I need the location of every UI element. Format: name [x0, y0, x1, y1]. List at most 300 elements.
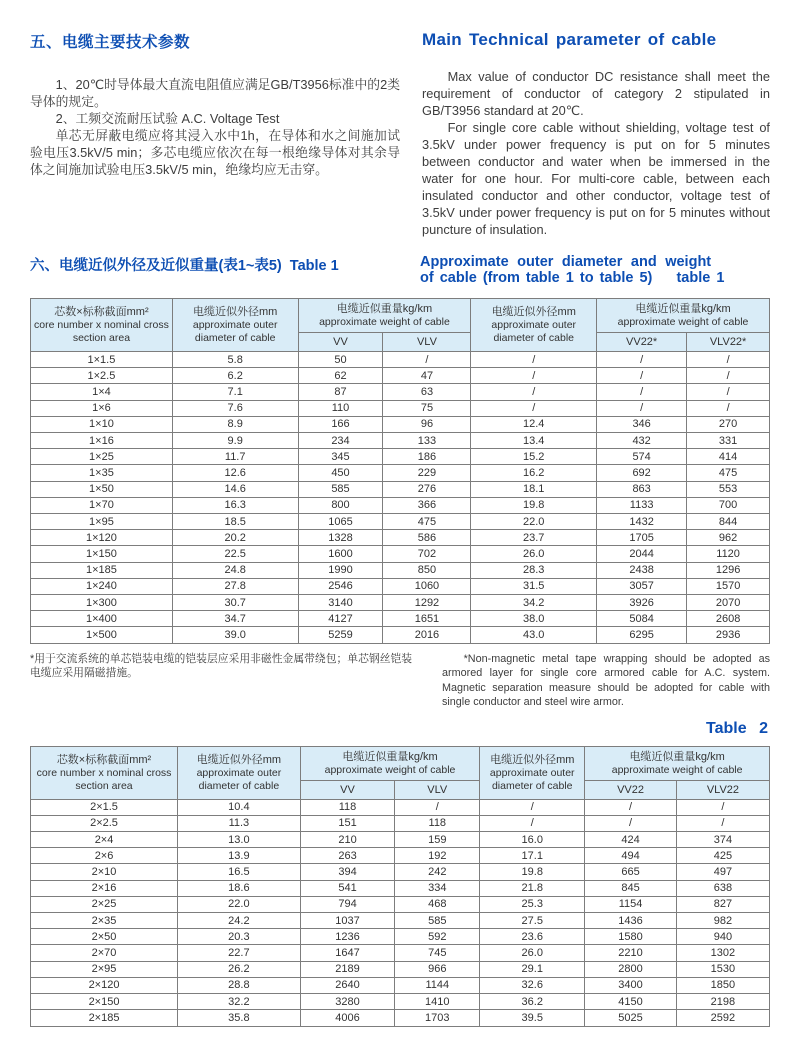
- header-od2-zh: 电缆近似外径mm: [491, 306, 576, 318]
- header-core-section: [31, 746, 178, 799]
- value-cell: 702: [383, 546, 471, 562]
- footnote-en: *Non-magnetic metal tape wrapping should be adopted as armored layer for single core armored cable for A.C. system. Magnetic separation measure should be adopted for cable with single conductor and steel wire armor.: [442, 652, 770, 709]
- value-cell: 39.0: [172, 627, 298, 643]
- table-row: [31, 929, 770, 945]
- value-cell: 28.8: [178, 977, 301, 993]
- value-cell: 553: [687, 481, 770, 497]
- value-cell: 18.5: [172, 514, 298, 530]
- table-row: [31, 864, 770, 880]
- value-cell: 21.8: [480, 880, 585, 896]
- value-cell: 1705: [597, 530, 687, 546]
- header-vv: VV: [298, 333, 383, 352]
- table-row: [31, 994, 770, 1010]
- header-core-en: core number x nominal cross section area: [36, 766, 172, 792]
- value-cell: 38.0: [471, 611, 597, 627]
- header-outer-diameter-1: [172, 299, 298, 352]
- value-cell: 3926: [597, 595, 687, 611]
- value-cell: 5.8: [172, 352, 298, 368]
- intro-zh-paragraph-3: 单芯无屏蔽电缆应将其浸入水中1h，在导体和水之间施加试验电压3.5kV/5 min；多芯电缆应依次在每一根绝缘导体对其余导体之间施加试验电压3.5kV/5 min，绝缘均应无击穿。: [30, 128, 400, 177]
- value-cell: 586: [383, 530, 471, 546]
- value-cell: 23.7: [471, 530, 597, 546]
- value-cell: 2592: [676, 1010, 769, 1026]
- table-row: [31, 961, 770, 977]
- table-row: [31, 433, 770, 449]
- value-cell: 15.2: [471, 449, 597, 465]
- value-cell: 87: [298, 384, 383, 400]
- header-od1-en: approximate outer diameter of cable: [196, 766, 282, 792]
- value-cell: 1133: [597, 497, 687, 513]
- value-cell: 34.7: [172, 611, 298, 627]
- value-cell: 23.6: [480, 929, 585, 945]
- value-cell: 2070: [687, 595, 770, 611]
- value-cell: 29.1: [480, 961, 585, 977]
- value-cell: 982: [676, 913, 769, 929]
- header-vlv: VLV: [383, 333, 471, 352]
- value-cell: 2800: [585, 961, 677, 977]
- value-cell: /: [480, 799, 585, 815]
- value-cell: 1328: [298, 530, 383, 546]
- table-row: [31, 578, 770, 594]
- header-vv22: VV22*: [597, 333, 687, 352]
- value-cell: 22.0: [178, 896, 301, 912]
- value-cell: 32.6: [480, 977, 585, 993]
- value-cell: 63: [383, 384, 471, 400]
- value-cell: 2189: [300, 961, 395, 977]
- header-weight-group-1: [298, 299, 471, 333]
- spec-cell: 2×4: [31, 832, 178, 848]
- value-cell: 7.6: [172, 400, 298, 416]
- value-cell: 374: [676, 832, 769, 848]
- value-cell: 13.4: [471, 433, 597, 449]
- value-cell: /: [480, 815, 585, 831]
- value-cell: 270: [687, 416, 770, 432]
- table-row: [31, 352, 770, 368]
- value-cell: /: [676, 799, 769, 815]
- value-cell: 844: [687, 514, 770, 530]
- value-cell: 4127: [298, 611, 383, 627]
- table-row: [31, 832, 770, 848]
- value-cell: 1703: [395, 1010, 480, 1026]
- value-cell: 192: [395, 848, 480, 864]
- value-cell: 494: [585, 848, 677, 864]
- spec-cell: 2×120: [31, 977, 178, 993]
- intro-en-column: [422, 30, 770, 238]
- spec-cell: 2×16: [31, 880, 178, 896]
- header-vlv22: VLV22: [676, 780, 769, 799]
- section2-title-en: [420, 254, 770, 286]
- value-cell: 1144: [395, 977, 480, 993]
- value-cell: 414: [687, 449, 770, 465]
- value-cell: 5259: [298, 627, 383, 643]
- table-row: [31, 562, 770, 578]
- value-cell: 638: [676, 880, 769, 896]
- value-cell: 229: [383, 465, 471, 481]
- value-cell: /: [383, 352, 471, 368]
- value-cell: 827: [676, 896, 769, 912]
- value-cell: 22.5: [172, 546, 298, 562]
- footnotes: [30, 652, 770, 710]
- section2-title-zh: 六、电缆近似外径及近似重量(表1~表5) Table 1: [30, 258, 339, 274]
- spec-cell: 1×500: [31, 627, 173, 643]
- value-cell: 2016: [383, 627, 471, 643]
- value-cell: 9.9: [172, 433, 298, 449]
- header-outer-diameter-2: [480, 746, 585, 799]
- value-cell: 1600: [298, 546, 383, 562]
- value-cell: 43.0: [471, 627, 597, 643]
- value-cell: 1236: [300, 929, 395, 945]
- value-cell: /: [687, 368, 770, 384]
- value-cell: 18.1: [471, 481, 597, 497]
- value-cell: 794: [300, 896, 395, 912]
- value-cell: 3057: [597, 578, 687, 594]
- value-cell: 4006: [300, 1010, 395, 1026]
- header-weight2-en: approximate weight of cable: [611, 763, 743, 776]
- value-cell: 186: [383, 449, 471, 465]
- spec-cell: 1×50: [31, 481, 173, 497]
- value-cell: 574: [597, 449, 687, 465]
- value-cell: 18.6: [178, 880, 301, 896]
- value-cell: 585: [395, 913, 480, 929]
- value-cell: 276: [383, 481, 471, 497]
- table-1: [30, 298, 770, 644]
- value-cell: 2608: [687, 611, 770, 627]
- value-cell: 22.0: [471, 514, 597, 530]
- header-od2-zh: 电缆近似外径mm: [490, 753, 575, 766]
- value-cell: 24.8: [172, 562, 298, 578]
- spec-cell: 1×185: [31, 562, 173, 578]
- value-cell: 424: [585, 832, 677, 848]
- value-cell: 1436: [585, 913, 677, 929]
- header-od1-en: approximate outer diameter of cable: [192, 319, 278, 344]
- value-cell: 1990: [298, 562, 383, 578]
- header-od2-en: approximate outer diameter of cable: [489, 766, 575, 792]
- header-weight2-en: approximate weight of cable: [617, 316, 749, 328]
- value-cell: 940: [676, 929, 769, 945]
- table-row: [31, 465, 770, 481]
- header-weight-group-2: [585, 746, 770, 780]
- value-cell: 2640: [300, 977, 395, 993]
- value-cell: 151: [300, 815, 395, 831]
- header-weight1-en: approximate weight of cable: [324, 763, 456, 776]
- spec-cell: 2×35: [31, 913, 178, 929]
- value-cell: /: [471, 400, 597, 416]
- table-1-header: [31, 299, 770, 352]
- header-weight1-en: approximate weight of cable: [319, 316, 450, 328]
- value-cell: /: [471, 384, 597, 400]
- value-cell: 346: [597, 416, 687, 432]
- spec-cell: 2×50: [31, 929, 178, 945]
- table-row: [31, 416, 770, 432]
- value-cell: 366: [383, 497, 471, 513]
- spec-cell: 2×10: [31, 864, 178, 880]
- value-cell: 850: [383, 562, 471, 578]
- value-cell: 30.7: [172, 595, 298, 611]
- value-cell: 16.0: [480, 832, 585, 848]
- header-vlv: VLV: [395, 780, 480, 799]
- value-cell: 11.7: [172, 449, 298, 465]
- value-cell: 665: [585, 864, 677, 880]
- value-cell: 210: [300, 832, 395, 848]
- value-cell: 242: [395, 864, 480, 880]
- spec-cell: 1×6: [31, 400, 173, 416]
- table-row: [31, 896, 770, 912]
- value-cell: /: [471, 368, 597, 384]
- table-row: [31, 799, 770, 815]
- spec-cell: 1×10: [31, 416, 173, 432]
- table-row: [31, 530, 770, 546]
- value-cell: 1296: [687, 562, 770, 578]
- table-row: [31, 815, 770, 831]
- table-row: [31, 497, 770, 513]
- value-cell: /: [395, 799, 480, 815]
- value-cell: 1037: [300, 913, 395, 929]
- value-cell: 700: [687, 497, 770, 513]
- value-cell: 62: [298, 368, 383, 384]
- value-cell: 26.0: [471, 546, 597, 562]
- table-1-body: [31, 352, 770, 644]
- table-row: [31, 880, 770, 896]
- value-cell: 20.2: [172, 530, 298, 546]
- table-2-label: Table 2: [706, 719, 768, 737]
- value-cell: 475: [687, 465, 770, 481]
- spec-cell: 2×2.5: [31, 815, 178, 831]
- value-cell: 96: [383, 416, 471, 432]
- value-cell: 26.2: [178, 961, 301, 977]
- value-cell: 5025: [585, 1010, 677, 1026]
- value-cell: 16.3: [172, 497, 298, 513]
- value-cell: 1580: [585, 929, 677, 945]
- value-cell: 592: [395, 929, 480, 945]
- value-cell: 27.5: [480, 913, 585, 929]
- section-title-zh: 五、电缆主要技术参数: [30, 34, 191, 51]
- value-cell: 47: [383, 368, 471, 384]
- value-cell: 1570: [687, 578, 770, 594]
- value-cell: 4150: [585, 994, 677, 1010]
- table-row: [31, 546, 770, 562]
- intro-zh-column: [30, 30, 400, 238]
- value-cell: 345: [298, 449, 383, 465]
- section-title-en: Main Technical parameter of cable: [422, 30, 717, 49]
- spec-cell: 1×1.5: [31, 352, 173, 368]
- header-weight1-zh: 电缆近似重量kg/km: [336, 303, 433, 315]
- table-row: [31, 514, 770, 530]
- table-row: [31, 977, 770, 993]
- value-cell: 475: [383, 514, 471, 530]
- table-row: [31, 595, 770, 611]
- value-cell: 159: [395, 832, 480, 848]
- value-cell: 2438: [597, 562, 687, 578]
- table-row: [31, 384, 770, 400]
- table-2-body: [31, 799, 770, 1026]
- table-row: [31, 627, 770, 643]
- header-weight-group-2: [597, 299, 770, 333]
- header-od1-zh: 电缆近似外径mm: [196, 753, 282, 766]
- spec-cell: 2×185: [31, 1010, 178, 1026]
- value-cell: 966: [395, 961, 480, 977]
- header-vlv22: VLV22*: [687, 333, 770, 352]
- table-row: [31, 368, 770, 384]
- spec-cell: 1×16: [31, 433, 173, 449]
- header-core-en: core number x nominal cross section area: [34, 319, 169, 344]
- value-cell: 234: [298, 433, 383, 449]
- value-cell: 118: [300, 799, 395, 815]
- section2-title-en-line2: of cable (from table 1 to table 5) table 1: [420, 270, 725, 286]
- value-cell: 541: [300, 880, 395, 896]
- value-cell: 133: [383, 433, 471, 449]
- header-weight2-zh: 电缆近似重量kg/km: [629, 750, 725, 763]
- table-row: [31, 848, 770, 864]
- spec-cell: 1×150: [31, 546, 173, 562]
- value-cell: 25.3: [480, 896, 585, 912]
- value-cell: 425: [676, 848, 769, 864]
- intro-en-paragraph-1: Max value of conductor DC resistance shall meet the requirement of conductor of category 2 stipulated in GB/T3956 standard at 20℃.: [422, 69, 770, 118]
- value-cell: 1647: [300, 945, 395, 961]
- header-outer-diameter-2: [471, 299, 597, 352]
- intro-en-paragraph-2: For single core cable without shielding, voltage test of 3.5kV under power frequency is put on for 5 minutes between conductor and water when be immersed in the water for one hour. For multi-core cable, between each insulated conductor and other conductor, voltage test of 3.5kV under power frequency is put on for 5 minutes without puncture of insulation.: [422, 120, 770, 237]
- header-od2-en: approximate outer diameter of cable: [491, 319, 577, 344]
- header-core-section: [31, 299, 173, 352]
- value-cell: 16.2: [471, 465, 597, 481]
- header-od1-zh: 电缆近似外径mm: [193, 306, 278, 318]
- value-cell: 263: [300, 848, 395, 864]
- header-outer-diameter-1: [178, 746, 301, 799]
- section2-title-en-line1: Approximate outer diameter and weight: [420, 254, 712, 270]
- table-row: [31, 400, 770, 416]
- value-cell: 24.2: [178, 913, 301, 929]
- spec-cell: 1×70: [31, 497, 173, 513]
- value-cell: 1060: [383, 578, 471, 594]
- value-cell: 17.1: [480, 848, 585, 864]
- spec-cell: 2×1.5: [31, 799, 178, 815]
- table-2-header: [31, 746, 770, 799]
- table-row: [31, 945, 770, 961]
- header-weight2-zh: 电缆近似重量kg/km: [635, 303, 731, 315]
- value-cell: 75: [383, 400, 471, 416]
- value-cell: 863: [597, 481, 687, 497]
- header-weight1-zh: 电缆近似重量kg/km: [342, 750, 438, 763]
- value-cell: 19.8: [480, 864, 585, 880]
- value-cell: /: [597, 384, 687, 400]
- spec-cell: 1×35: [31, 465, 173, 481]
- value-cell: 12.6: [172, 465, 298, 481]
- value-cell: 2210: [585, 945, 677, 961]
- value-cell: /: [471, 352, 597, 368]
- spec-cell: 2×150: [31, 994, 178, 1010]
- value-cell: 1530: [676, 961, 769, 977]
- value-cell: 28.3: [471, 562, 597, 578]
- value-cell: 50: [298, 352, 383, 368]
- table-row: [31, 611, 770, 627]
- value-cell: /: [687, 384, 770, 400]
- value-cell: /: [597, 352, 687, 368]
- value-cell: 1302: [676, 945, 769, 961]
- value-cell: 36.2: [480, 994, 585, 1010]
- intro-zh-paragraph-2: 2、工频交流耐压试验 A.C. Voltage Test: [55, 111, 280, 126]
- spec-cell: 1×2.5: [31, 368, 173, 384]
- value-cell: 1651: [383, 611, 471, 627]
- spec-cell: 1×240: [31, 578, 173, 594]
- value-cell: 745: [395, 945, 480, 961]
- footnote-zh: *用于交流系统的单芯铠装电缆的铠装层应采用非磁性金属带绕包；单芯钢丝铠装电缆应采用隔磁措施。: [30, 652, 413, 680]
- value-cell: 22.7: [178, 945, 301, 961]
- value-cell: 692: [597, 465, 687, 481]
- value-cell: 6295: [597, 627, 687, 643]
- value-cell: 497: [676, 864, 769, 880]
- value-cell: 13.0: [178, 832, 301, 848]
- spec-cell: 1×4: [31, 384, 173, 400]
- spec-cell: 1×95: [31, 514, 173, 530]
- value-cell: 1410: [395, 994, 480, 1010]
- value-cell: 432: [597, 433, 687, 449]
- value-cell: 3280: [300, 994, 395, 1010]
- header-vv: VV: [300, 780, 395, 799]
- spec-cell: 2×25: [31, 896, 178, 912]
- value-cell: 11.3: [178, 815, 301, 831]
- spec-cell: 1×300: [31, 595, 173, 611]
- value-cell: 10.4: [178, 799, 301, 815]
- value-cell: 20.3: [178, 929, 301, 945]
- value-cell: 35.8: [178, 1010, 301, 1026]
- value-cell: /: [687, 400, 770, 416]
- value-cell: 5084: [597, 611, 687, 627]
- value-cell: 26.0: [480, 945, 585, 961]
- value-cell: 1065: [298, 514, 383, 530]
- spec-cell: 2×6: [31, 848, 178, 864]
- value-cell: 3400: [585, 977, 677, 993]
- value-cell: /: [597, 368, 687, 384]
- header-core-zh: 芯数×标称截面mm²: [54, 306, 149, 318]
- table-row: [31, 1010, 770, 1026]
- spec-cell: 2×70: [31, 945, 178, 961]
- header-weight-group-1: [300, 746, 480, 780]
- value-cell: /: [585, 815, 677, 831]
- value-cell: 334: [395, 880, 480, 896]
- table-row: [31, 913, 770, 929]
- value-cell: 14.6: [172, 481, 298, 497]
- intro-zh-paragraph-1: 1、20℃时导体最大直流电阻值应满足GB/T3956标准中的2类导体的规定。: [30, 77, 400, 109]
- value-cell: 450: [298, 465, 383, 481]
- value-cell: 1120: [687, 546, 770, 562]
- value-cell: 1432: [597, 514, 687, 530]
- value-cell: 1850: [676, 977, 769, 993]
- value-cell: 110: [298, 400, 383, 416]
- value-cell: 800: [298, 497, 383, 513]
- section2-headings: [30, 254, 770, 286]
- value-cell: 1292: [383, 595, 471, 611]
- value-cell: 2546: [298, 578, 383, 594]
- spec-cell: 1×25: [31, 449, 173, 465]
- table-row: [31, 481, 770, 497]
- value-cell: 6.2: [172, 368, 298, 384]
- value-cell: /: [676, 815, 769, 831]
- spec-cell: 1×400: [31, 611, 173, 627]
- value-cell: 12.4: [471, 416, 597, 432]
- value-cell: 13.9: [178, 848, 301, 864]
- value-cell: 845: [585, 880, 677, 896]
- value-cell: /: [585, 799, 677, 815]
- value-cell: 585: [298, 481, 383, 497]
- spec-cell: 2×95: [31, 961, 178, 977]
- header-vv22: VV22: [585, 780, 677, 799]
- value-cell: 468: [395, 896, 480, 912]
- spec-cell: 1×120: [31, 530, 173, 546]
- value-cell: 166: [298, 416, 383, 432]
- value-cell: 3140: [298, 595, 383, 611]
- value-cell: 34.2: [471, 595, 597, 611]
- value-cell: 16.5: [178, 864, 301, 880]
- value-cell: 1154: [585, 896, 677, 912]
- value-cell: 32.2: [178, 994, 301, 1010]
